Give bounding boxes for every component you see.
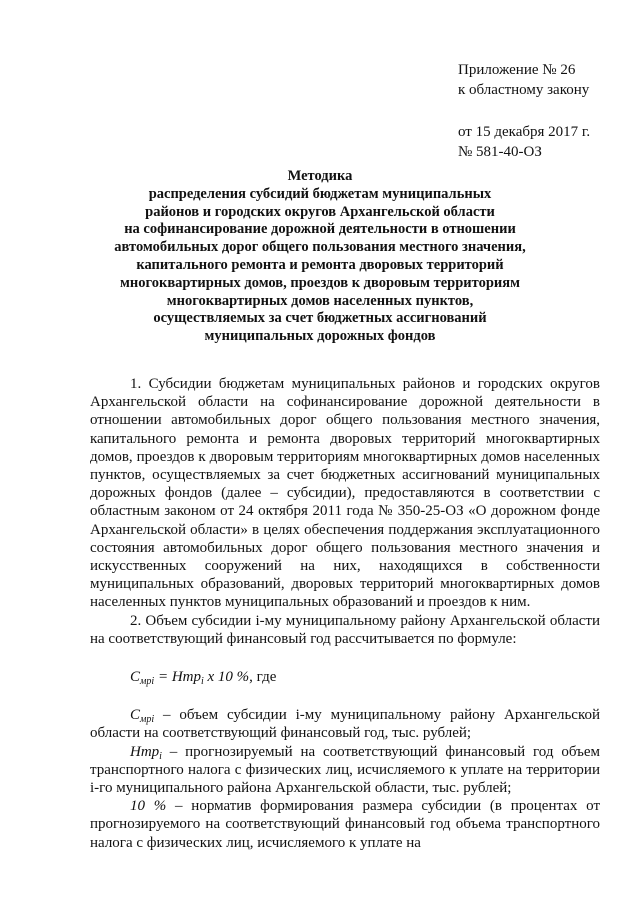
formula-rhs: Нтр [171, 669, 201, 686]
annex-number: Приложение № 26 [458, 62, 576, 78]
document-title [90, 168, 550, 346]
document-body [90, 375, 600, 852]
annex-law-number: № 581-40-ОЗ [458, 144, 542, 160]
definition-rate [90, 797, 600, 852]
formula-eq: = [154, 669, 172, 686]
definition-c-symbol: С [130, 707, 141, 724]
definition-c [90, 706, 600, 742]
definition-c-text: – объем субсидии i-му муниципальному району Архангельской области на соответствующий финансовый год, тыс. рублей; [90, 707, 600, 742]
annex-date: от 15 декабря 2017 г. [458, 124, 591, 140]
formula-tail: , где [249, 669, 277, 686]
title-line: распределения субсидий бюджетам муниципальных [148, 185, 492, 202]
title-line: муниципальных дорожных фондов [204, 328, 436, 345]
formula-lhs: С [130, 669, 141, 686]
definition-rate-symbol: 10 % [130, 798, 167, 815]
formula-times: х 10 % [203, 669, 250, 686]
title-line: капитального ремонта и ремонта дворовых территорий [136, 256, 504, 273]
paragraph-2: 2. Объем субсидии i-му муниципальному району Архангельской области на соответствующий финансовый год рассчитывается по формуле: [90, 612, 600, 647]
definition-ntr-symbol: Нтр [130, 743, 160, 760]
title-line: на софинансирование дорожной деятельности в отношении [124, 221, 516, 238]
title-line: районов и городских округов Архангельской области [145, 203, 495, 220]
formula-lhs-sub: мрi [140, 676, 155, 688]
definition-ntr-text: – прогнозируемый на соответствующий финансовый год объем транспортного налога с физических лиц, исчисляемого к уплате на территории i-го муниципального района Архангельской области, тыс. рублей; [90, 743, 600, 797]
definition-rate-text: – норматив формирования размера субсидии (в процентах от прогнозируемого на соответствующий финансовый год объема транспортного налога с физических лиц, исчисляемого к уплате на [90, 798, 600, 851]
title-line: многоквартирных домов населенных пунктов, [166, 292, 474, 309]
definition-ntr-sub: i [159, 750, 162, 762]
title-line: автомобильных дорог общего пользования местного значения, [114, 239, 526, 256]
definition-c-sub: мрi [140, 714, 155, 726]
formula-rhs-sub: i [200, 676, 204, 688]
formula [130, 668, 600, 686]
annex-law: к областному закону [458, 82, 590, 98]
title-line: осуществляемых за счет бюджетных ассигнований [153, 310, 487, 327]
definition-ntr [90, 743, 600, 798]
paragraph-1: 1. Субсидии бюджетам муниципальных районов и городских округов Архангельской области на софинансирование дорожной деятельности в отношении автомобильных дорог общего пользования местного значения, капитального ремонта и ремонта дворовых территорий многоквартирных домов, проездов к дворовым территориям многоквартирных домов населенных пунктов, осуществляемых за счет бюджетных ассигнований муниципальных дорожных фондов (далее – субсидии), предоставляются в соответствии с областным законом от 24 октября 2011 года № 350-25-ОЗ «О дорожном фонде Архангельской области» в целях обеспечения поддержания эксплуатационного состояния автомобильных дорог общего пользования местного значения и искусственных сооружений на них, находящихся в собственности муниципальных образований, дворовых территорий многоквартирных домов населенных пунктов муниципальных образований и проездов к ним. [90, 376, 600, 611]
title-line: многоквартирных домов, проездов к дворовым территориям [120, 274, 520, 291]
title-line: Методика [287, 168, 353, 184]
annex-reference [458, 60, 590, 162]
